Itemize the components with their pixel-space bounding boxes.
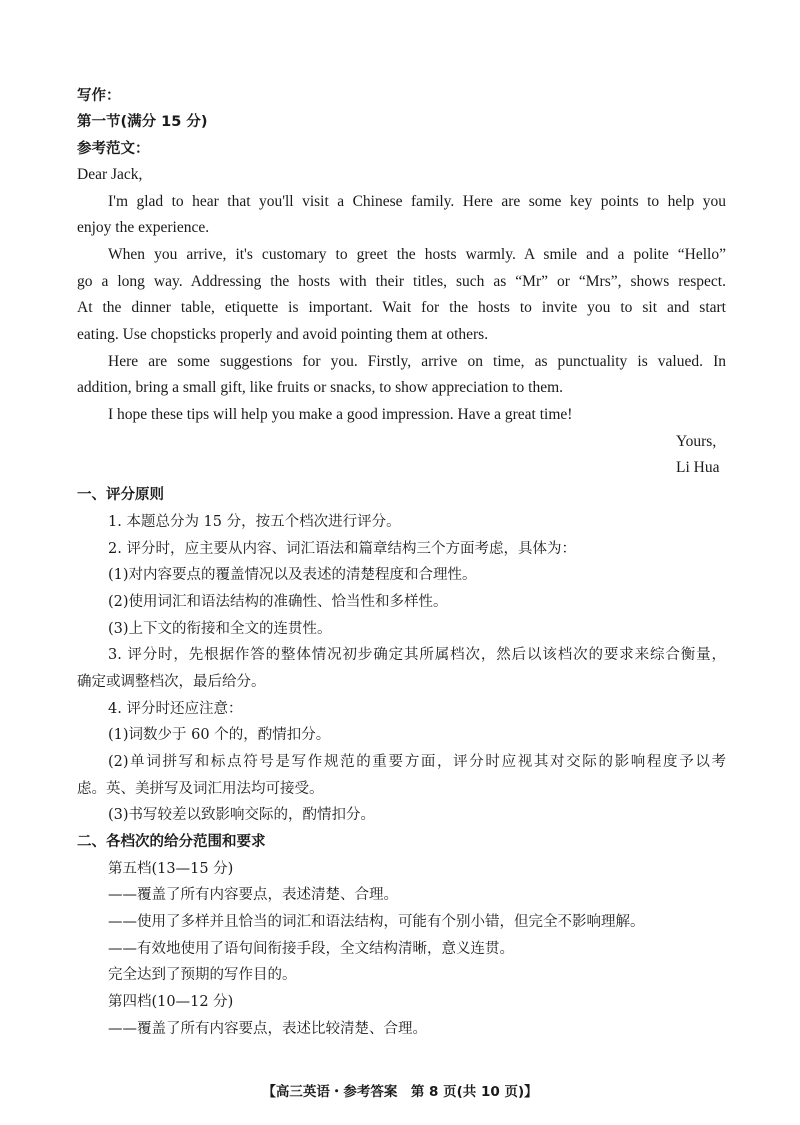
section-heading: 写作：: [77, 88, 121, 104]
letter-signature: Li Hua: [676, 459, 720, 476]
level-summary: 完全达到了预期的写作目的。: [108, 967, 297, 983]
letter-line: enjoy the experience.: [77, 219, 210, 236]
principle-item: 1. 本题总分为 15 分，按五个档次进行评分。: [108, 514, 401, 530]
principle-subitem: (3)书写较差以致影响交际的，酌情扣分。: [108, 807, 376, 823]
level-title: 第五档(13—15 分): [108, 861, 234, 877]
principle-subitem: (1)对内容要点的覆盖情况以及表述的清楚程度和合理性。: [108, 567, 477, 583]
sample-essay-label: 参考范文：: [77, 141, 150, 157]
letter-line: eating. Use chopsticks properly and avoid pointing them at others.: [77, 326, 489, 343]
level-criterion: ——覆盖了所有内容要点，表述清楚、合理。: [108, 887, 398, 903]
principle-subitem: (2)单词拼写和标点符号是写作规范的重要方面，评分时应视其对交际的影响程度予以考: [108, 754, 726, 770]
letter-line: When you arrive, it's customary to greet the hosts warmly. A smile and a polite “Hello”: [108, 246, 726, 263]
principles-heading: 一、评分原则: [77, 487, 164, 503]
letter-line: At the dinner table, etiquette is important. Wait for the hosts to invite you to sit and start: [77, 299, 726, 316]
level-title: 第四档(10—12 分): [108, 994, 234, 1010]
principle-subitem-cont: 虑。英、美拼写及词汇用法均可接受。: [77, 781, 324, 797]
letter-line: I hope these tips will help you make a good impression. Have a great time!: [108, 406, 573, 423]
letter-line: I'm glad to hear that you'll visit a Chinese family. Here are some key points to help you: [108, 193, 726, 210]
principle-item: 2. 评分时，应主要从内容、词汇语法和篇章结构三个方面考虑，具体为：: [108, 541, 576, 557]
principle-item: 4. 评分时还应注意：: [108, 701, 243, 717]
letter-line: Here are some suggestions for you. Firstly, arrive on time, as punctuality is valued. In: [108, 353, 726, 370]
level-criterion: ——有效地使用了语句间衔接手段，全文结构清晰，意义连贯。: [108, 941, 514, 957]
principle-subitem: (1)词数少于 60 个的，酌情扣分。: [108, 727, 331, 743]
level-criterion: ——使用了多样并且恰当的词汇和语法结构，可能有个别小错，但完全不影响理解。: [108, 914, 645, 930]
principle-item-cont: 确定或调整档次，最后给分。: [77, 674, 266, 690]
subsection-heading: 第一节(满分 15 分): [77, 114, 208, 130]
principle-subitem: (2)使用词汇和语法结构的准确性、恰当性和多样性。: [108, 594, 448, 610]
level-criterion: ——覆盖了所有内容要点，表述比较清楚、合理。: [108, 1021, 427, 1037]
letter-closing: Yours,: [676, 433, 717, 450]
page-footer: 【高三英语・参考答案 第 8 页(共 10 页)】: [262, 1084, 538, 1100]
levels-heading: 二、各档次的给分范围和要求: [77, 834, 266, 850]
letter-line: addition, bring a small gift, like fruits or snacks, to show appreciation to them.: [77, 379, 564, 396]
letter-salutation: Dear Jack,: [77, 166, 143, 183]
principle-item: 3. 评分时，先根据作答的整体情况初步确定其所属档次，然后以该档次的要求来综合衡量，: [108, 647, 726, 663]
principle-subitem: (3)上下文的衔接和全文的连贯性。: [108, 621, 332, 637]
letter-line: go a long way. Addressing the hosts with their titles, such as “Mr” or “Mrs”, shows respect.: [77, 273, 726, 290]
